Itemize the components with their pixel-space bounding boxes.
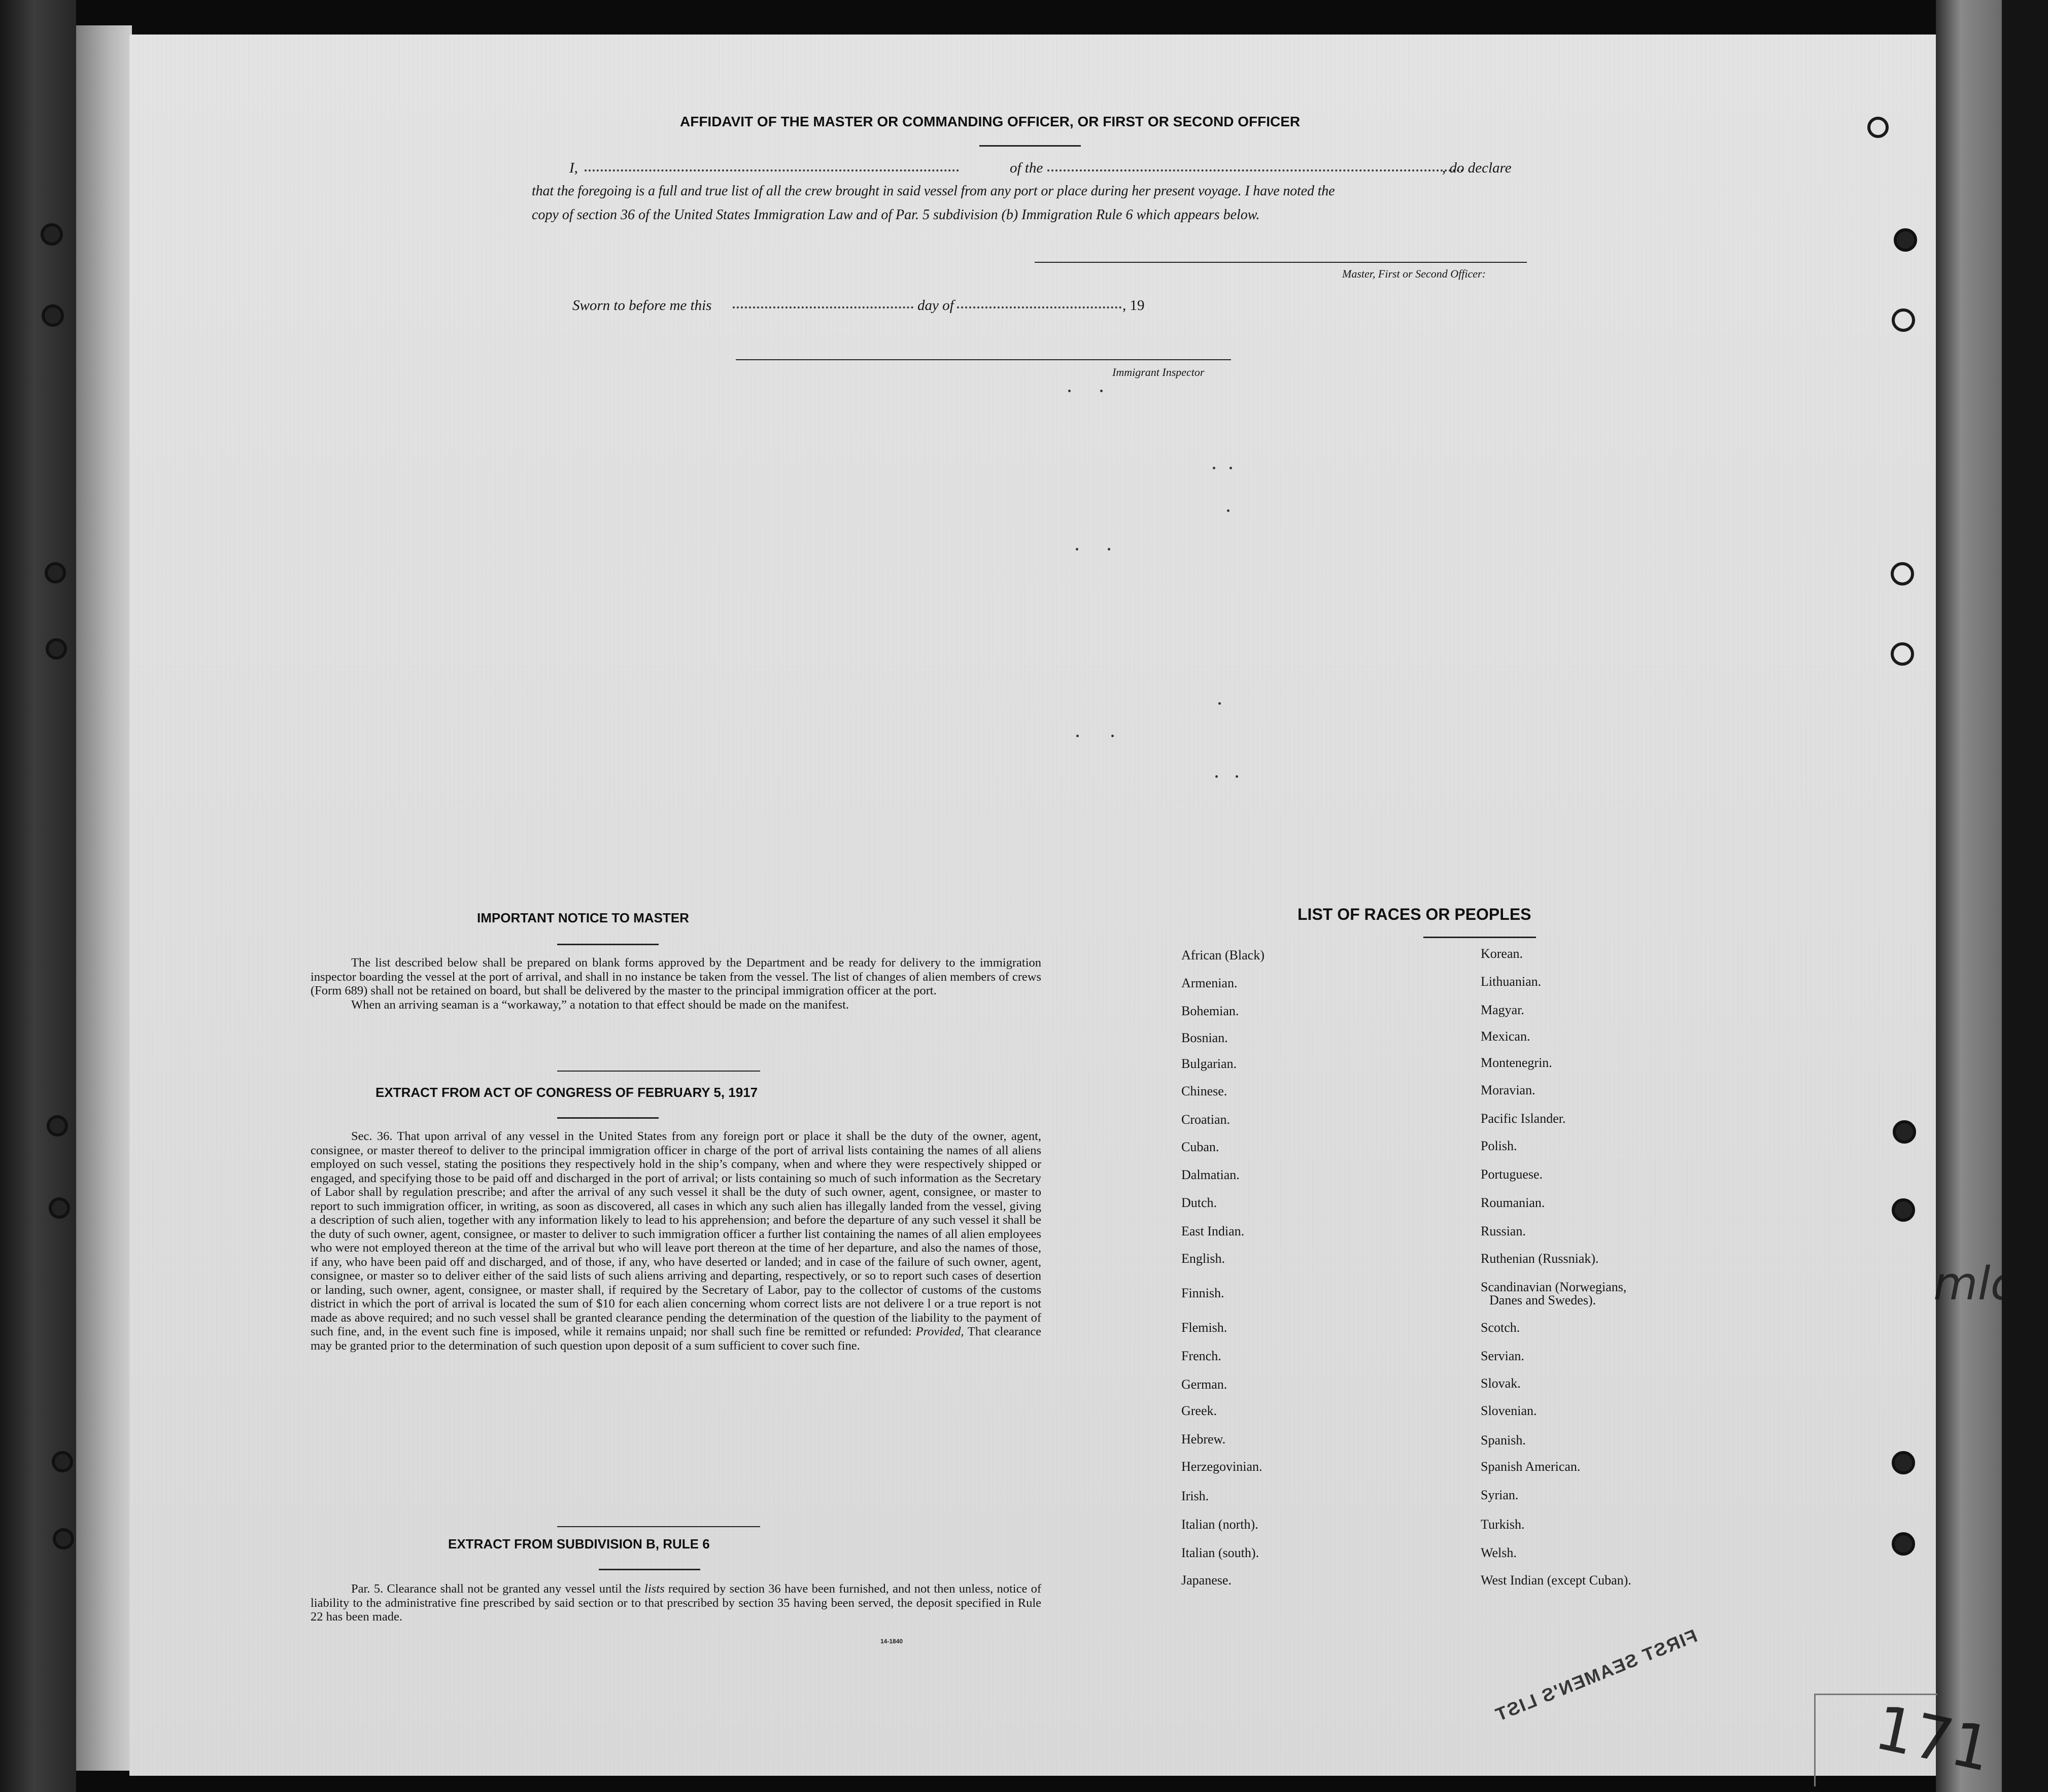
races-title: LIST OF RACES OR PEOPLES <box>1298 905 1531 923</box>
race-item-left: Armenian. <box>1181 976 1238 990</box>
sworn-day-blank <box>733 306 913 308</box>
race-item-left: Bosnian. <box>1181 1030 1228 1045</box>
affidavit-line-3: copy of section 36 of the United States Immigration Law and of Par. 5 subdivision (b) Immigration Rule 6 which appears below. <box>532 207 1260 223</box>
race-item-right: Scandinavian (Norwegians, <box>1481 1280 1627 1294</box>
act-extract-text-end: That clearance may be granted prior to the determination of such question upon deposit of a sum sufficient to cover such fine. <box>311 1325 1042 1353</box>
binding-hole <box>45 562 66 583</box>
speck <box>1236 775 1238 778</box>
manifest-page <box>129 35 2016 1786</box>
race-item-right: Turkish. <box>1481 1517 1525 1532</box>
inspector-label: Immigrant Inspector <box>1112 366 1205 378</box>
speck <box>1100 390 1103 392</box>
race-item-left: Cuban. <box>1181 1140 1219 1154</box>
race-item-right: Danes and Swedes). <box>1489 1293 1596 1307</box>
lists-word: lists <box>644 1582 665 1596</box>
race-item-right: Welsh. <box>1481 1545 1517 1560</box>
proviso-word: Provided, <box>915 1325 964 1338</box>
race-item-right: Lithuanian. <box>1481 974 1542 989</box>
divider <box>557 1526 760 1527</box>
act-underline <box>557 1117 659 1119</box>
race-item-right: Ruthenian (Russniak). <box>1481 1251 1599 1266</box>
affidavit-title: AFFIDAVIT OF THE MASTER OR COMMANDING OFFICER, OR FIRST OR SECOND OFFICER <box>680 114 1301 129</box>
sworn-year: , 19 <box>1122 297 1145 314</box>
rule-underline <box>599 1569 700 1570</box>
affidavit-line-start: I, <box>569 160 578 176</box>
race-item-right: Portuguese. <box>1481 1167 1543 1182</box>
sworn-month-blank <box>957 306 1121 308</box>
punch-hole <box>1892 308 1915 332</box>
punch-hole <box>1892 1451 1915 1474</box>
race-item-left: Italian (north). <box>1181 1517 1258 1532</box>
race-item-right: Montenegrin. <box>1481 1055 1552 1070</box>
scan-left-border <box>0 0 76 1792</box>
master-signature-line <box>1035 262 1527 263</box>
race-item-right: Spanish American. <box>1481 1459 1581 1474</box>
race-item-left: Finnish. <box>1181 1286 1224 1300</box>
binding-hole <box>53 1528 74 1549</box>
affidavit-line-2: that the foregoing is a full and true list of all the crew brought in said vessel from any port or place during her present voyage. I have noted the <box>532 183 1335 199</box>
rule-extract-text: Par. 5. Clearance shall not be granted any vessel until the <box>351 1582 641 1596</box>
binding-hole <box>46 638 67 660</box>
race-item-right: Korean. <box>1481 946 1523 961</box>
act-extract-body <box>311 1129 1041 1353</box>
master-signature-label: Master, First or Second Officer: <box>1342 267 1486 280</box>
race-item-left: Hebrew. <box>1181 1432 1226 1446</box>
speck <box>1218 702 1221 705</box>
handwritten-note: mlc <box>1933 1257 2016 1311</box>
speck <box>1068 390 1071 392</box>
corner-box <box>1814 1694 1937 1786</box>
punch-hole <box>1867 117 1889 138</box>
handwritten-number: 171 <box>1869 1692 1997 1786</box>
notice-body <box>311 956 1041 1012</box>
punch-hole <box>1891 642 1914 666</box>
race-item-right: Russian. <box>1481 1224 1526 1238</box>
speck <box>1213 467 1215 469</box>
race-item-left: German. <box>1181 1377 1227 1392</box>
form-number: 14-1840 <box>880 1638 903 1645</box>
speck <box>1076 735 1079 737</box>
speck <box>1108 548 1110 550</box>
race-item-left: Croatian. <box>1181 1112 1231 1127</box>
race-item-left: African (Black) <box>1181 948 1265 962</box>
race-item-right: Servian. <box>1481 1349 1524 1363</box>
inspector-signature-line <box>736 359 1231 360</box>
act-extract-title: EXTRACT FROM ACT OF CONGRESS OF FEBRUARY 5, 1917 <box>376 1085 758 1100</box>
sworn-day-of: day of <box>917 297 954 314</box>
speck <box>1215 775 1218 778</box>
speck <box>1111 735 1114 737</box>
punch-hole <box>1893 1120 1916 1144</box>
do-declare-label: , do declare <box>1442 160 1512 176</box>
vessel-blank <box>1047 169 1463 171</box>
punch-hole <box>1894 228 1917 252</box>
rule-extract-body <box>311 1582 1041 1624</box>
divider <box>557 1071 760 1072</box>
notice-paragraph-2: When an arriving seaman is a “workaway,” a notation to that effect should be made on the manifest. <box>351 997 849 1012</box>
title-underline <box>979 145 1081 147</box>
rule-extract-title: EXTRACT FROM SUBDIVISION B, RULE 6 <box>448 1536 710 1552</box>
speck <box>1227 509 1230 512</box>
race-item-left: East Indian. <box>1181 1224 1245 1238</box>
race-item-left: French. <box>1181 1349 1221 1363</box>
race-item-left: Herzegovinian. <box>1181 1459 1262 1474</box>
race-item-right: Scotch. <box>1481 1320 1520 1335</box>
race-item-right: Pacific Islander. <box>1481 1111 1566 1126</box>
act-extract-text: Sec. 36. That upon arrival of any vessel in the United States from any foreign port or place it shall be the duty of the owner, agent, consignee, or master thereof to deliver to the principal immigration officer in charge of the port of arrival lists containing the names of all aliens employed on such vessel, stating the positions they respectively hold in the ship’s company, when and where they were respectively shipped or engaged, and specifying those to be paid off and discharged in the port of arrival; or lists containing so much of such information as the Secretary of Labor shall by regulation prescribe; and after the arrival of any such vessel it shall be the duty of such owner, agent, consignee, or master to report to such immigration officer, in writing, as soon as discovered, all cases in which any such alien has illegally landed from the vessel, giving a description of such alien, together with any information likely to lead to his apprehension; and before the departure of any such vessel it shall be the duty of such owner, agent, consignee, or master to deliver to such immigration officer a further list containing the names of all alien employees who were not employed thereon at the time of the arrival but who will leave port thereon at the time of her departure, and also the names of those, if any, who have been paid off and discharged, and of those, if any, who have deserted or landed; and in case of the failure of such owner, agent, consignee, or master so to deliver either of the said lists of such aliens arriving and departing, respectively, or so to report such cases of desertion or landing, such owner, agent, consignee, or master shall, if required by the Secretary of Labor, pay to the collector of customs of the customs district in which the port of arrival is located the sum of $10 for each alien concerning whom correct lists are not delivere l or a true report is not made as above required; and no such vessel shall be granted clearance pending the determination of the question of the liability to the payment of such fine, and, in the event such fine is imposed, while it remains unpaid; nor shall such fine be remitted or refunded: <box>311 1129 1041 1338</box>
race-item-right: Spanish. <box>1481 1433 1526 1448</box>
binding-hole <box>42 304 64 327</box>
race-item-left: Japanese. <box>1181 1573 1232 1588</box>
race-item-right: West Indian (except Cuban). <box>1481 1573 1631 1588</box>
race-item-left: Bohemian. <box>1181 1004 1239 1018</box>
race-item-right: Moravian. <box>1481 1083 1535 1097</box>
binding-margin <box>76 25 132 1771</box>
race-item-right: Mexican. <box>1481 1029 1530 1044</box>
races-underline <box>1423 937 1536 938</box>
race-item-left: Greek. <box>1181 1403 1217 1418</box>
punch-hole <box>1892 1198 1915 1222</box>
race-item-left: Dalmatian. <box>1181 1167 1240 1182</box>
name-blank <box>585 169 959 171</box>
race-item-left: Irish. <box>1181 1489 1209 1503</box>
of-the-label: of the <box>1010 160 1043 176</box>
sworn-prefix: Sworn to before me this <box>572 297 712 314</box>
punch-hole <box>1891 562 1914 585</box>
binding-hole <box>47 1115 68 1136</box>
race-item-right: Slovak. <box>1481 1376 1521 1391</box>
scan-right-edge <box>2002 0 2048 1792</box>
notice-paragraph-1: The list described below shall be prepared on blank forms approved by the Department and be ready for delivery to the immigration inspector boarding the vessel at the port of arrival, and shall in no instance be taken from the vessel. The list of changes of alien members of crews (Form 689) shall not be retained on board, but shall be delivered by the master to the principal immigration officer at the port. <box>311 956 1041 997</box>
race-item-right: Slovenian. <box>1481 1403 1537 1418</box>
race-item-left: Chinese. <box>1181 1084 1227 1098</box>
punch-hole <box>1892 1532 1915 1556</box>
race-item-left: Italian (south). <box>1181 1545 1259 1560</box>
notice-underline <box>557 944 659 945</box>
notice-title: IMPORTANT NOTICE TO MASTER <box>477 910 689 925</box>
race-item-left: English. <box>1181 1251 1225 1266</box>
binding-hole <box>52 1451 73 1472</box>
speck <box>1076 548 1078 550</box>
race-item-left: Bulgarian. <box>1181 1056 1237 1071</box>
race-item-left: Dutch. <box>1181 1195 1217 1210</box>
binding-hole <box>49 1197 70 1219</box>
race-item-right: Roumanian. <box>1481 1195 1545 1210</box>
speck <box>1230 467 1232 469</box>
rule-extract-text-end: required by section 36 have been furnished, and not then unless, notice of liability to the administrative fine prescribed by said section or to that prescribed by section 35 having been served, the deposit specified in Rule 22 has been made. <box>311 1582 1042 1624</box>
race-item-right: Polish. <box>1481 1139 1517 1153</box>
binding-hole <box>41 223 63 246</box>
race-item-right: Magyar. <box>1481 1003 1524 1017</box>
rubber-stamp: FIRST SEAMEN'S LIST <box>1491 1625 1700 1726</box>
race-item-left: Flemish. <box>1181 1320 1227 1335</box>
race-item-right: Syrian. <box>1481 1488 1519 1502</box>
